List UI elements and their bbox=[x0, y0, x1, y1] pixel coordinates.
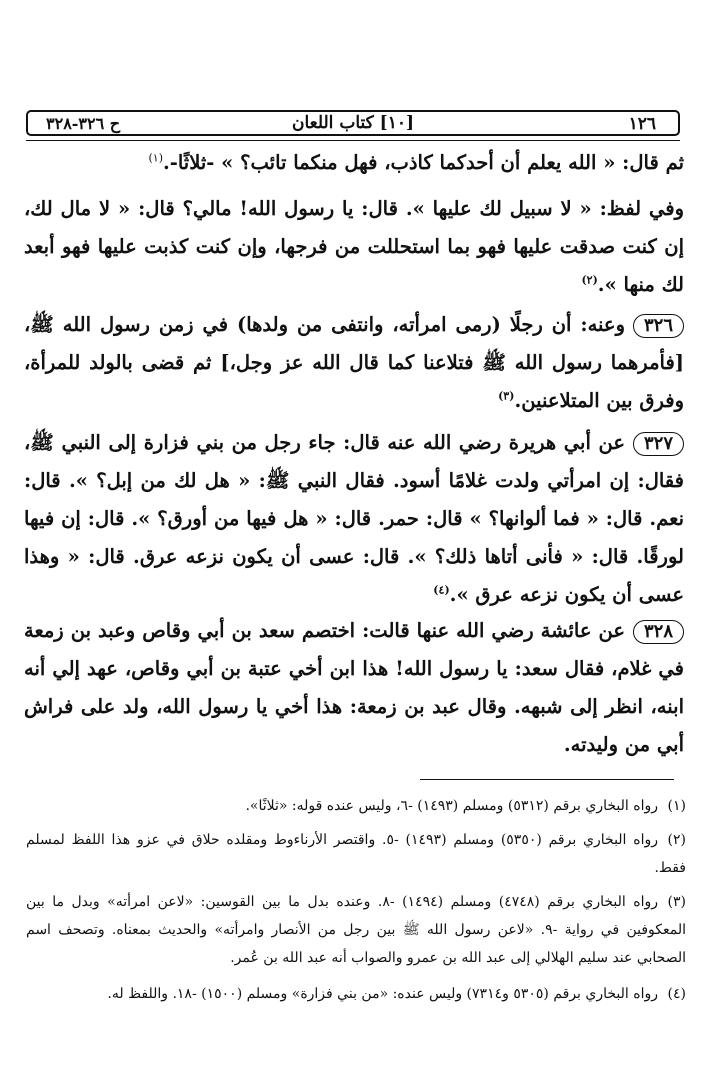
chapter-title: [١٠] كتاب اللعان bbox=[292, 113, 414, 133]
hadith-number-badge: ٣٢٦ bbox=[633, 314, 684, 338]
hadith-text: عن أبي هريرة رضي الله عنه قال: جاء رجل من بني فزارة إلى النبي ﷺ، فقال: إن امرأتي ولدت غلامًا أسود. فقال النبي ﷺ: « هل لك من إبل؟ ». قال: نعم. قال: « فما ألوانها؟ » قال: حمر. قال: « هل فيها من أورق؟ ». قال: إن فيها لورقًا. قال: « فأنى أتاها ذلك؟ ». قال: عسى أن يكون نزعه عرق. قال: « وهذا عسى أن يكون نزعه عرق ». bbox=[24, 431, 684, 606]
footnote-text: رواه البخاري برقم (٥٣٠٥ و٧٣١٤) وليس عنده: «من بني فزارة» ومسلم (١٥٠٠) -١٨. واللفظ له. bbox=[107, 986, 658, 1002]
footnote-number: (٤) bbox=[667, 986, 686, 1002]
hadith-327 bbox=[24, 424, 684, 614]
paragraph-text: وفي لفظ: « لا سبيل لك عليها ». قال: يا رسول الله! مالي؟ قال: « لا مال لك، إن كنت صدقت عليها فهو بما استحللت من فرجها، وإن كنت كذبت عليها فهو أبعد لك منها ». bbox=[24, 197, 684, 296]
hadith-326 bbox=[24, 306, 684, 420]
footnote-text: رواه البخاري برقم (٥٣٥٠) ومسلم (١٤٩٣) -٥. واقتصر الأرناءوط ومقلده حلاق في عزو هذا اللفظ لمسلم فقط. bbox=[26, 832, 686, 876]
footnote-number: (١) bbox=[667, 798, 686, 814]
footnote-text: رواه البخاري برقم (٥٣١٢) ومسلم (١٤٩٣) -٦، وليس عنده قوله: «ثلاثًا». bbox=[245, 798, 658, 814]
page-number: ١٢٦ bbox=[628, 114, 656, 134]
hadith-text: وعنه: أن رجلًا (رمى امرأته، وانتفى من ولدها) في زمن رسول الله ﷺ، [فأمرهما رسول الله ﷺ فتلاعنا كما قال الله عز وجل،] ثم قضى بالولد للمرأة، وفرق بين المتلاعنين. bbox=[24, 313, 684, 412]
paragraph-variant-wording bbox=[24, 190, 684, 304]
hadith-range: ح ٣٢٦-٣٢٨ bbox=[46, 114, 121, 133]
hadith-number-badge: ٣٢٨ bbox=[633, 620, 684, 644]
hadith-328 bbox=[24, 612, 684, 764]
footnote-2 bbox=[26, 826, 686, 882]
paragraph-continuation bbox=[24, 144, 684, 182]
footnote-ref: (٤) bbox=[433, 583, 450, 597]
page-header bbox=[26, 110, 680, 136]
header-divider bbox=[26, 140, 680, 141]
footnote-divider bbox=[420, 779, 674, 780]
footnote-number: (٢) bbox=[667, 832, 686, 848]
footnote-ref: (٢) bbox=[581, 273, 598, 287]
footnote-1 bbox=[26, 792, 686, 820]
paragraph-text: ثم قال: « الله يعلم أن أحدكما كاذب، فهل منكما تائب؟ » -ثلاثًا-. bbox=[162, 151, 684, 174]
footnote-ref: (٣) bbox=[498, 389, 515, 403]
hadith-text: عن عائشة رضي الله عنها قالت: اختصم سعد بن أبي وقاص وعبد بن زمعة في غلام، فقال سعد: يا رسول الله! هذا ابن أخي عتبة بن أبي وقاص، عهد إلي أنه ابنه، انظر إلى شبهه. وقال عبد بن زمعة: هذا أخي يا رسول الله، ولد على فراش أبي من وليدته. bbox=[24, 619, 684, 756]
footnote-3 bbox=[26, 888, 686, 972]
footnote-number: (٣) bbox=[667, 894, 686, 910]
footnote-4 bbox=[26, 980, 686, 1008]
footnote-ref: (١) bbox=[148, 151, 163, 165]
hadith-number-badge: ٣٢٧ bbox=[633, 432, 684, 456]
footnote-text: رواه البخاري برقم (٤٧٤٨) ومسلم (١٤٩٤) -٨. وعنده بدل ما بين القوسين: «لاعن امرأته» وبدل ما بين المعكوفين في رواية -٩. «لاعن رسول الله ﷺ بين رجل من الأنصار وامرأته» والحديث بمعناه. وتصحف اسم الصحابي عند سليم الهلالي إلى عبد الله بن عمرو والصواب أنه عبد الله بن عُمر. bbox=[26, 894, 687, 966]
